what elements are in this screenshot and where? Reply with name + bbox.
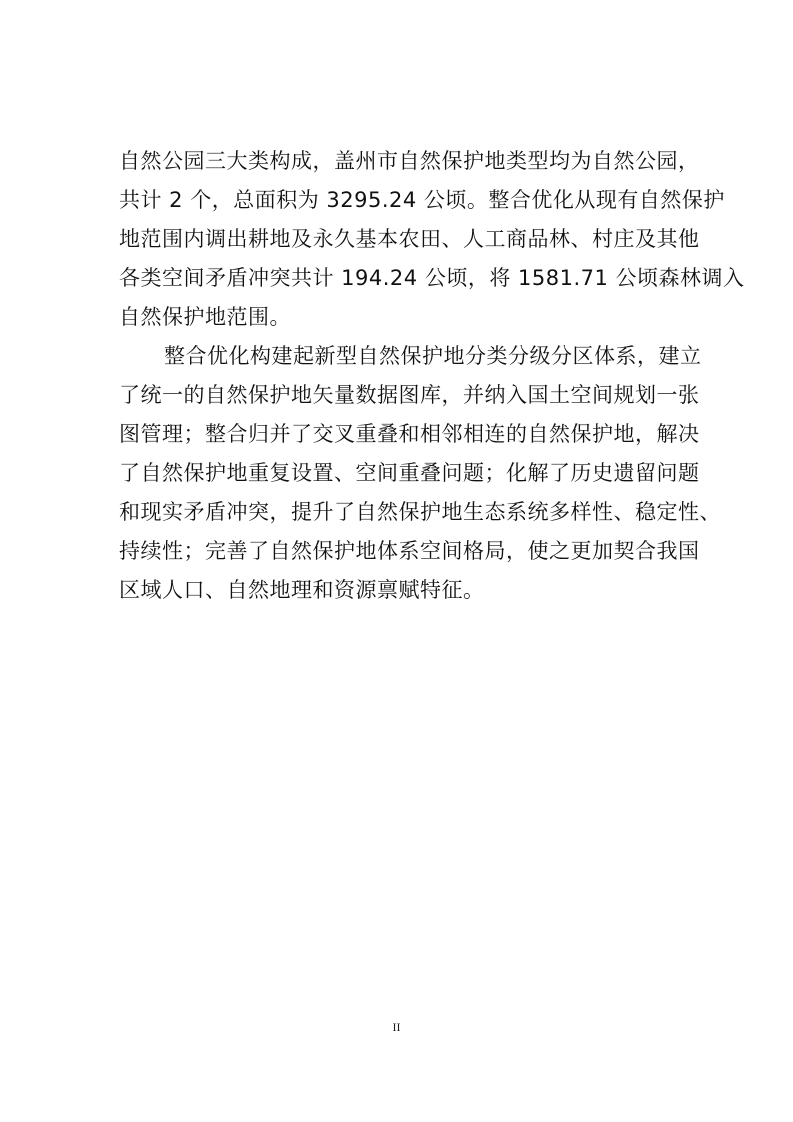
text-line: 整合优化构建起新型自然保护地分类分级分区体系，建立 (164, 344, 702, 368)
paragraph-2 (119, 337, 721, 610)
text-line: 各类空间矛盾冲突共计 194.24 公顷，将 1581.71 公顷森林调入 (119, 266, 745, 290)
text-line: 地范围内调出耕地及永久基本农田、人工商品林、村庄及其他 (119, 227, 700, 251)
paragraph-1 (119, 142, 745, 337)
text-line: 了自然保护地重复设置、空间重叠问题；化解了历史遗留问题 (119, 461, 700, 485)
page-number: II (392, 1020, 401, 1034)
document-body (119, 142, 745, 610)
text-line: 区域人口、自然地理和资源禀赋特征。 (119, 578, 485, 602)
text-line: 图管理；整合归并了交叉重叠和相邻相连的自然保护地，解决 (119, 422, 700, 446)
text-line: 自然保护地范围。 (119, 305, 291, 329)
text-line: 了统一的自然保护地矢量数据图库，并纳入国土空间规划一张 (119, 383, 700, 407)
text-line: 持续性；完善了自然保护地体系空间格局，使之更加契合我国 (119, 539, 700, 563)
text-line: 和现实矛盾冲突，提升了自然保护地生态系统多样性、稳定性、 (119, 500, 721, 524)
text-line: 共计 2 个，总面积为 3295.24 公顷。整合优化从现有自然保护 (119, 188, 725, 212)
text-line: 自然公园三大类构成，盖州市自然保护地类型均为自然公园， (119, 149, 700, 173)
